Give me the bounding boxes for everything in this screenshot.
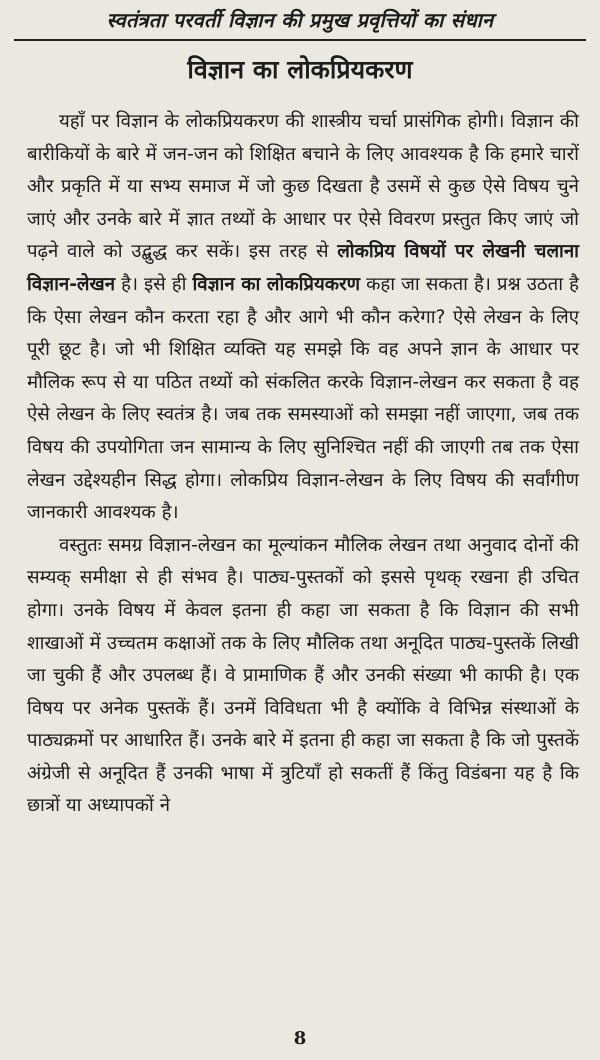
header-rule xyxy=(14,39,586,41)
running-head: स्वतंत्रता परवर्ती विज्ञान की प्रमुख प्रवृत्तियों का संधान xyxy=(106,8,494,32)
paragraph-1 xyxy=(27,106,579,530)
paragraph-1-text-b: है। इसे ही xyxy=(115,273,193,295)
paragraph-1-bold-b: विज्ञान का लोकप्रियकरण xyxy=(192,273,361,295)
paragraph-2: वस्तुतः समग्र विज्ञान-लेखन का मूल्यांकन मौलिक लेखन तथा अनुवाद दोनों की सम्यक् समीक्षा से ही संभव है। पाठ्य-पुस्तकों को इससे पृथक् रखना ही उचित होगा। उनके विषय में केवल इतना ही कहा जा सकता है कि विज्ञान की सभी शाखाओं में उच्चतम कक्षाओं तक के लिए मौलिक तथा अनूदित पाठ्य-पुस्तकें लिखी जा चुकी हैं और उपलब्ध हैं। वे प्रामाणिक हैं और उनकी संख्या भी काफी है। एक विषय पर अनेक पुस्तकें हैं। उनमें विविधता भी है क्योंकि वे विभिन्न संस्थाओं के पाठ्यक्रमों पर आधारित हैं। उनके बारे में इतना ही कहा जा सकता है कि जो पुस्तकें अंग्रेजी से अनूदित हैं उनकी भाषा में त्रुटियाँ हो सकतीं हैं किंतु विडंबना यह है कि छात्रों या अध्यापकों ने xyxy=(27,534,579,817)
section-title: विज्ञान का लोकप्रियकरण xyxy=(187,55,413,84)
page-number: 8 xyxy=(293,1028,307,1049)
paragraph-1-bold-a: लोकप्रिय विषयों पर लेखनी चलाना विज्ञान-लेखन xyxy=(27,241,580,295)
body-text xyxy=(27,106,579,823)
paragraph-1-text-c: कहा जा सकता है। प्रश्न उठता है कि ऐसा लेखन कौन करता रहा है और आगे भी कौन करेगा? ऐसे लेखन के लिए पूरी छूट है। जो भी शिक्षित व्यक्ति यह समझे कि वह अपने ज्ञान के आधार पर मौलिक रूप से या पठित तथ्यों को संकलित करके विज्ञान-लेखन कर सकता है वह ऐसे लेखन के लिए स्वतंत्र है। जब तक समस्याओं को समझा नहीं जाएगा, जब तक विषय की उपयोगिता जन सामान्य के लिए सुनिश्चित नहीं की जाएगी तब तक ऐसा लेखन उद्देश्यहीन सिद्ध होगा। लोकप्रिय विज्ञान-लेखन के लिए विषय की सर्वांगीण जानकारी आवश्यक है। xyxy=(27,273,579,524)
paragraph-1-text-a: यहाँ पर विज्ञान के लोकप्रियकरण की शास्त्रीय चर्चा प्रासंगिक होगी। विज्ञान की बारीकियों के बारे में जन-जन को शिक्षित बचाने के लिए आवश्यक है कि हमारे चारों और प्रकृति में या सभ्य समाज में जो कुछ दिखता है उसमें से कुछ ऐसे विषय चुने जाएं और उनके बारे में ज्ञात तथ्यों के आधार पर ऐसे विवरण प्रस्तुत किए जाएं जो पढ़ने वाले को उद्बुद्ध कर सकें। इस तरह से xyxy=(27,111,579,263)
